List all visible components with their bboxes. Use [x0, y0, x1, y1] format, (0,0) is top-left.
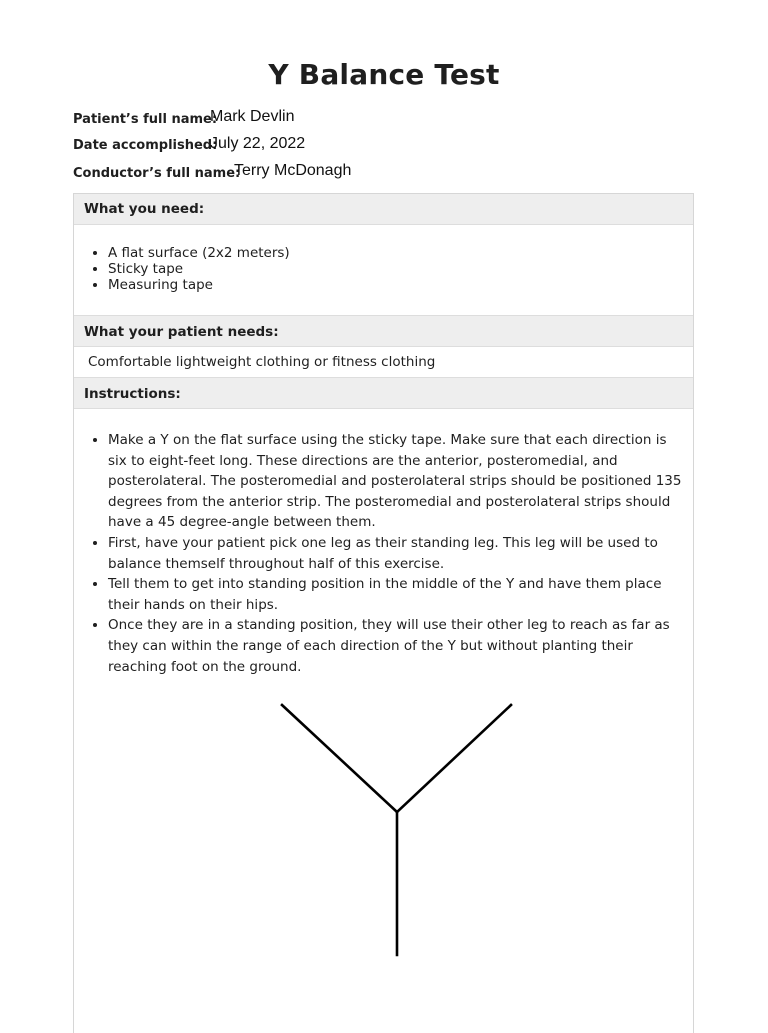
list-item: • Tell them to get into standing position in the middle of the Y and have them place their hands on their hips. [108, 574, 684, 615]
conductor-name-label: Conductor’s full name: [73, 166, 241, 181]
date-accomplished-field[interactable]: July 22, 2022 [210, 135, 306, 152]
y-right-arm [397, 705, 511, 812]
date-accomplished-label: Date accomplished: [73, 138, 218, 153]
y-left-arm [282, 705, 397, 812]
patient-name-label: Patient’s full name: [73, 112, 218, 127]
list-item: • Once they are in a standing position, they will use their other leg to reach as far as they can within the range of each direction of the Y but without planting their reaching foot on the ground. [108, 615, 684, 677]
patient-needs-header: What your patient needs: [74, 315, 693, 347]
list-item: • Sticky tape [108, 261, 290, 277]
patient-name-field[interactable]: Mark Devlin [210, 108, 295, 125]
list-item: • Measuring tape [108, 277, 290, 293]
what-you-need-list [74, 245, 290, 293]
page-title: Y Balance Test [268, 58, 500, 91]
y-balance-diagram [280, 702, 514, 958]
list-item: • First, have your patient pick one leg as their standing leg. This leg will be used to balance themself throughout half of this exercise. [108, 533, 684, 574]
instructions-list [74, 430, 684, 677]
list-item: • Make a Y on the flat surface using the sticky tape. Make sure that each direction is six to eight-feet long. These directions are the anterior, posteromedial, and posterolateral. The posteromedial and posterolateral strips should be positioned 135 degrees from the anterior strip. The posteromedial and posterolateral strips should have a 45 degree-angle between them. [108, 430, 684, 533]
patient-needs-text: Comfortable lightweight clothing or fitness clothing [88, 354, 436, 370]
list-item: • A flat surface (2x2 meters) [108, 245, 290, 261]
conductor-name-field[interactable]: Terry McDonagh [234, 162, 352, 179]
what-you-need-header: What you need: [74, 194, 693, 225]
instructions-header: Instructions: [74, 377, 693, 409]
